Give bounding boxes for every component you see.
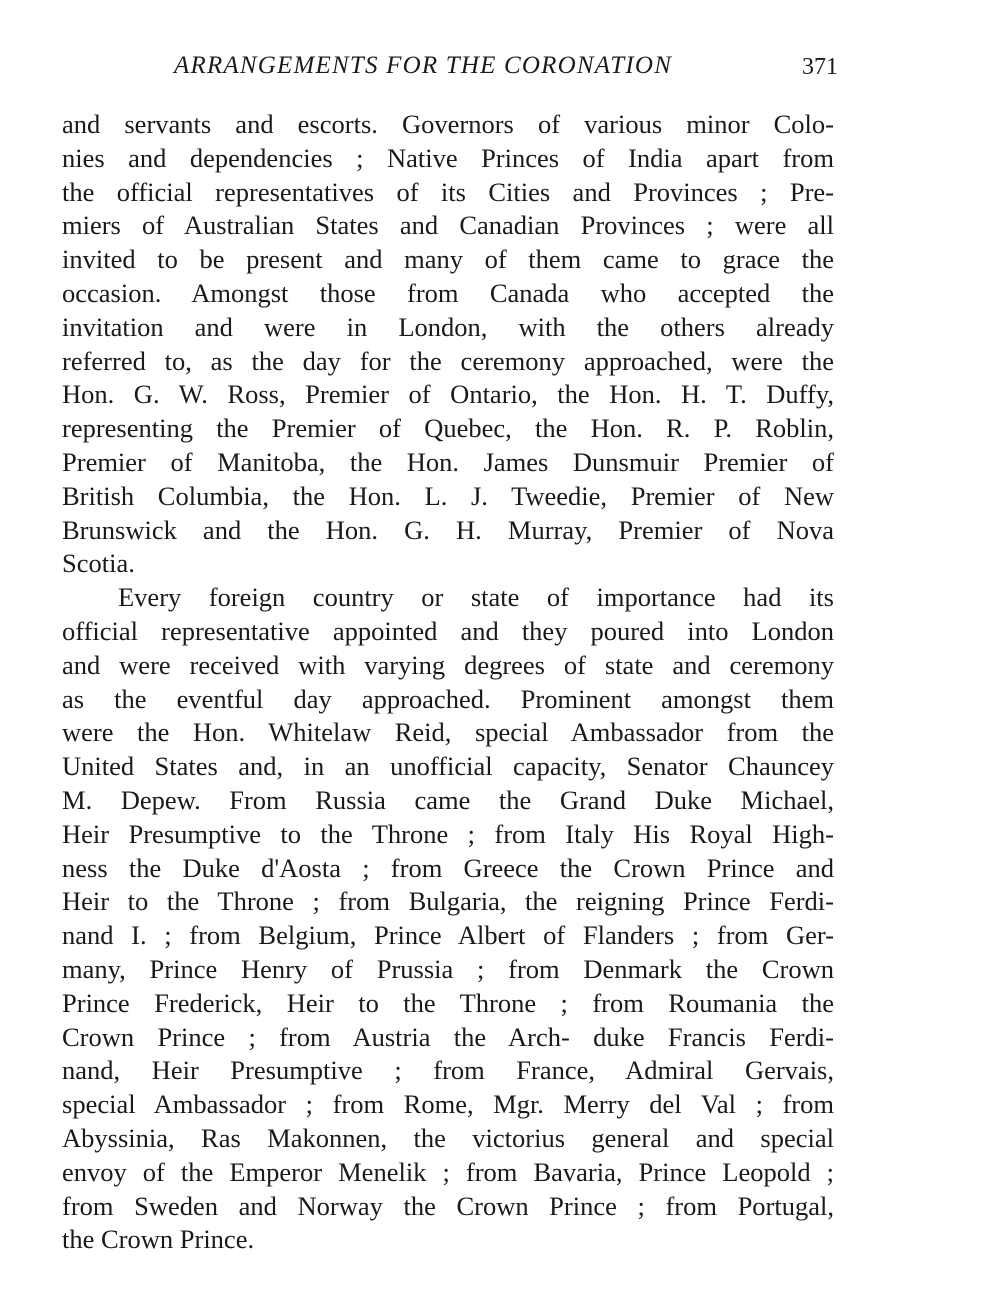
body-text [62, 108, 834, 1257]
text-line: miers of Australian States and Canadian Provinces ; were all [62, 210, 834, 241]
page-number: 371 [802, 54, 838, 80]
paragraph-first-line: Every foreign country or state of importance had its [118, 582, 834, 613]
text-line: nand, Heir Presumptive ; from France, Admiral Gervais, [62, 1055, 834, 1086]
text-line: Crown Prince ; from Austria the Arch- duke Francis Ferdi- [62, 1021, 834, 1052]
text-line: were the Hon. Whitelaw Reid, special Ambassador from the [62, 717, 834, 748]
text-line: ness the Duke d'Aosta ; from Greece the Crown Prince and [62, 852, 834, 883]
text-line: from Sweden and Norway the Crown Prince ; from Portugal, [62, 1190, 834, 1221]
text-line: invited to be present and many of them came to grace the [62, 244, 834, 275]
text-line: representing the Premier of Quebec, the Hon. R. P. Roblin, [62, 413, 834, 444]
text-line: many, Prince Henry of Prussia ; from Denmark the Crown [62, 953, 834, 984]
text-line: Hon. G. W. Ross, Premier of Ontario, the Hon. H. T. Duffy, [62, 379, 834, 410]
text-line: Brunswick and the Hon. G. H. Murray, Premier of Nova [62, 514, 834, 545]
text-line: and servants and escorts. Governors of various minor Colo- [62, 109, 834, 139]
text-line: Prince Frederick, Heir to the Throne ; from Roumania the [62, 987, 834, 1018]
text-line: as the eventful day approached. Prominent amongst them [62, 683, 834, 714]
text-line: invitation and were in London, with the others already [62, 311, 834, 342]
text-line: Abyssinia, Ras Makonnen, the victorius general and special [62, 1122, 834, 1153]
text-line: United States and, in an unofficial capacity, Senator Chauncey [62, 751, 834, 782]
text-line: Premier of Manitoba, the Hon. James Dunsmuir Premier of [62, 446, 834, 477]
text-line: the Crown Prince. [62, 1224, 255, 1255]
text-line: nies and dependencies ; Native Princes of India apart from [62, 142, 834, 173]
text-line: British Columbia, the Hon. L. J. Tweedie, Premier of New [62, 480, 834, 511]
text-line: official representative appointed and they poured into London [62, 615, 834, 646]
text-line: special Ambassador ; from Rome, Mgr. Merry del Val ; from [62, 1089, 834, 1120]
text-line: occasion. Amongst those from Canada who accepted the [62, 277, 834, 308]
text-line: referred to, as the day for the ceremony approached, were the [62, 345, 834, 376]
text-line: the official representatives of its Cities and Provinces ; Pre- [62, 176, 834, 207]
running-head-title: ARRANGEMENTS FOR THE CORONATION [174, 52, 673, 79]
text-line: Heir Presumptive to the Throne ; from Italy His Royal High- [62, 818, 834, 849]
text-line: M. Depew. From Russia came the Grand Duke Michael, [62, 784, 834, 815]
text-line: nand I. ; from Belgium, Prince Albert of Flanders ; from Ger- [62, 920, 834, 951]
text-line: Scotia. [62, 548, 135, 579]
running-header [62, 52, 838, 88]
text-line: Heir to the Throne ; from Bulgaria, the reigning Prince Ferdi- [62, 886, 834, 917]
text-line: envoy of the Emperor Menelik ; from Bavaria, Prince Leopold ; [62, 1156, 834, 1187]
text-line: and were received with varying degrees of state and ceremony [62, 649, 834, 680]
